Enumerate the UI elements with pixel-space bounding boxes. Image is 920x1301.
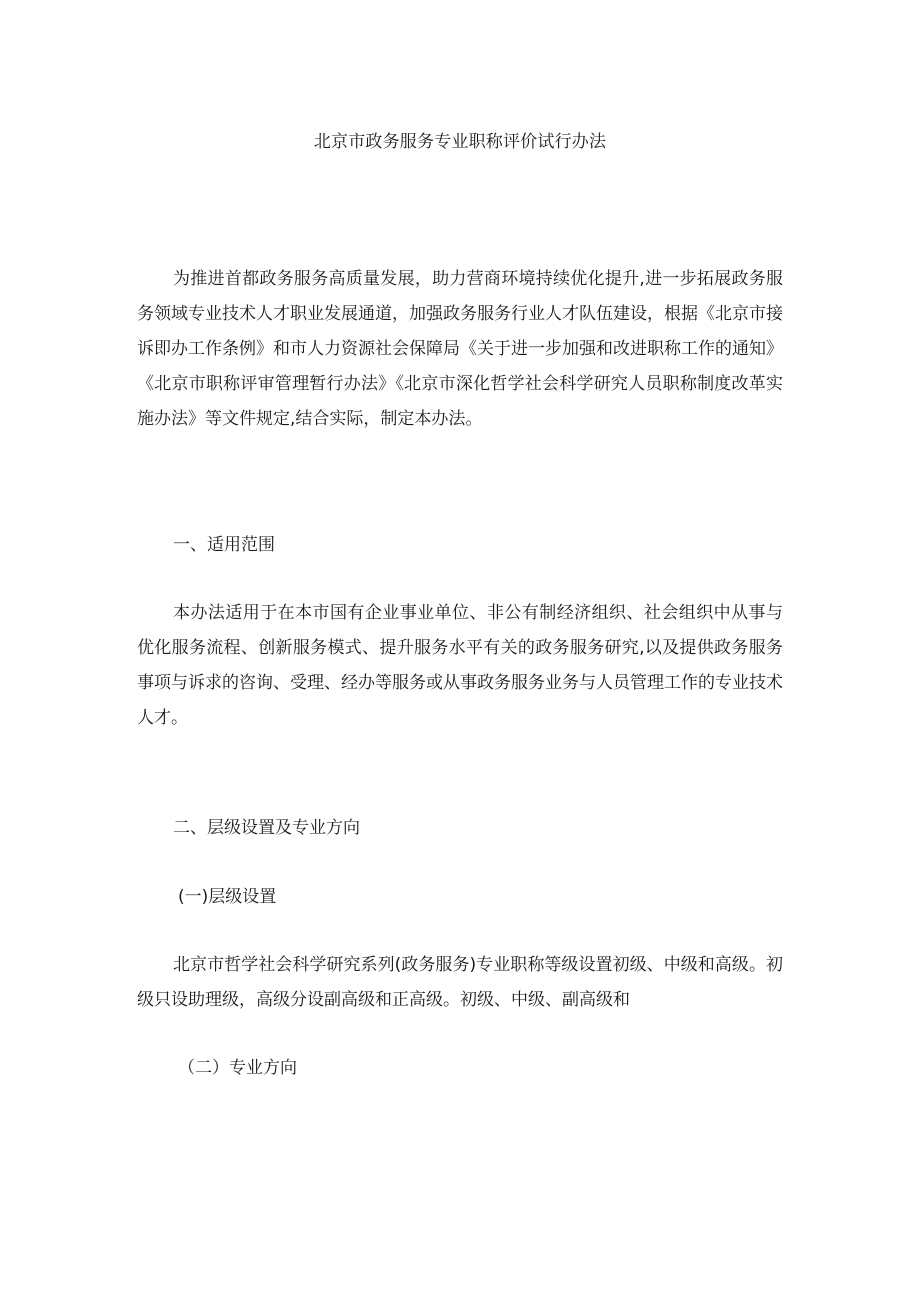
subsection-heading-level-setting: (一)层级设置: [178, 887, 277, 907]
scope-paragraph: 本办法适用于在本市国有企业事业单位、非公有制经济组织、社会组织中从事与优化服务流程、创新服务模式、提升服务水平有关的政务服务研究,以及提供政务服务事项与诉求的咨询、受理、经办等服务或从事政务服务业务与人员管理工作的专业技术人才。: [137, 603, 783, 728]
section-heading-levels: 二、层级设置及专业方向: [173, 818, 360, 838]
document-title: 北京市政务服务专业职称评价试行办法: [313, 132, 607, 152]
intro-paragraph: 为推进首都政务服务高质量发展，助力营商环境持续优化提升,进一步拓展政务服务领域专业技术人才职业发展通道，加强政务服务行业人才队伍建设，根据《北京市接诉即办工作条例》和市人力资源社会保障局《关于进一步加强和改进职称工作的通知》《北京市职称评审管理暂行办法》《北京市深化哲学社会科学研究人员职称制度改革实施办法》等文件规定,结合实际，制定本办法。: [137, 269, 783, 429]
section-heading-scope: 一、适用范围: [173, 535, 275, 555]
subsection-heading-specialty: （二）专业方向: [178, 1058, 297, 1078]
level-setting-paragraph: 北京市哲学社会科学研究系列(政务服务)专业职称等级设置初级、中级和高级。初级只设助理级，高级分设副高级和正高级。初级、中级、副高级和: [137, 955, 783, 1010]
